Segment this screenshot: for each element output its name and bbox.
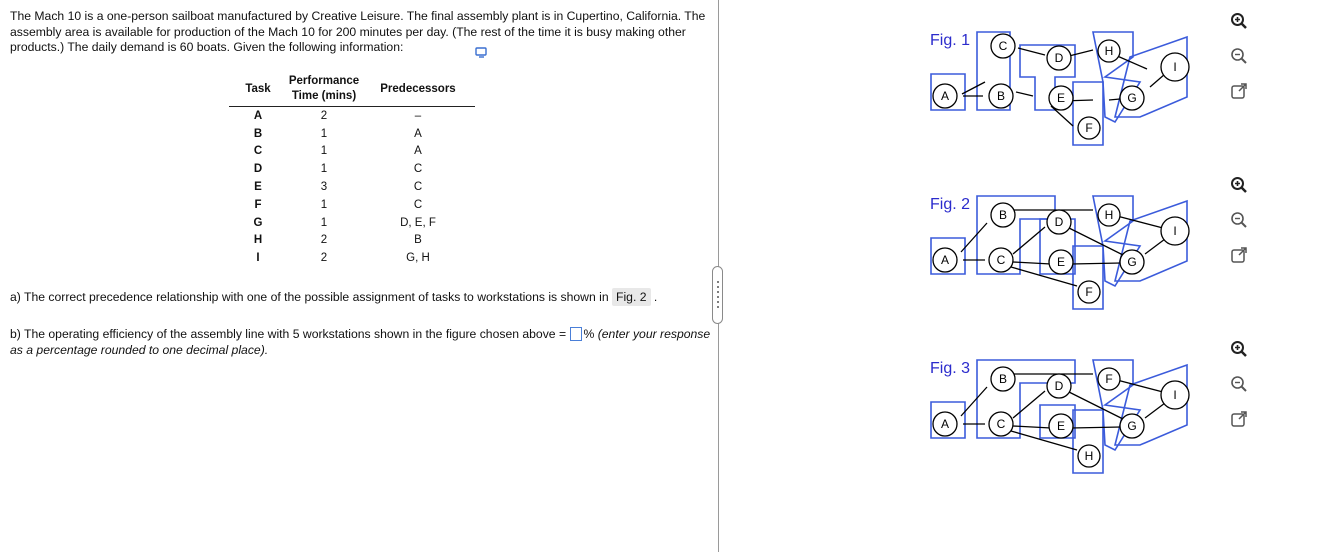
pred-cell: C xyxy=(413,163,423,176)
node-E: E xyxy=(1056,91,1066,105)
node-C: C xyxy=(996,253,1006,267)
zoom-in-icon[interactable] xyxy=(1230,176,1248,194)
zoom-in-icon[interactable] xyxy=(1230,340,1248,358)
node-G: G xyxy=(1127,255,1137,269)
task-cell: G xyxy=(253,216,263,229)
pred-cell: D, E, F xyxy=(400,216,436,229)
question-a-text: a) The correct precedence relationship with one of the possible assignment of tasks to workstations is shown in xyxy=(10,290,609,304)
figure-3-diagram xyxy=(925,355,1195,480)
problem-statement: The Mach 10 is a one-person sailboat manufactured by Creative Leisure. The final assembly plant is in Cupertino, California. The assembly area is available for production of the Mach 10 for 200 minutes per day. (The rest of the time it is busy making other products.) The daily demand is 60 boats. Given the following information: xyxy=(10,9,706,54)
question-b-text: b) The operating efficiency of the assembly line with 5 workstations shown in the figure chosen above = xyxy=(10,327,567,341)
table-row xyxy=(229,125,475,143)
node-C: C xyxy=(996,417,1006,431)
time-cell: 1 xyxy=(320,216,328,229)
time-cell: 1 xyxy=(320,163,328,176)
task-table xyxy=(229,72,475,267)
time-cell: 2 xyxy=(320,252,328,265)
node-I: I xyxy=(1173,60,1177,74)
task-cell: B xyxy=(253,127,263,140)
node-F: F xyxy=(1085,285,1093,299)
zoom-out-icon[interactable] xyxy=(1230,47,1248,65)
figure-3-label: Fig. 3 xyxy=(930,360,971,377)
pred-cell: B xyxy=(414,234,422,247)
node-D: D xyxy=(1054,215,1064,229)
node-E: E xyxy=(1056,255,1066,269)
node-A: A xyxy=(940,253,950,267)
node-G: G xyxy=(1127,91,1137,105)
table-row xyxy=(229,196,475,214)
node-B: B xyxy=(998,372,1008,386)
node-H: H xyxy=(1084,449,1094,463)
node-I: I xyxy=(1173,388,1177,402)
pred-cell: – xyxy=(414,109,422,122)
pred-cell: A xyxy=(414,127,422,140)
time-cell: 1 xyxy=(320,145,328,158)
node-B: B xyxy=(998,208,1008,222)
task-cell: F xyxy=(254,198,262,211)
task-cell: E xyxy=(254,181,262,194)
col-task: Task xyxy=(229,72,287,107)
table-row xyxy=(229,249,475,267)
node-D: D xyxy=(1054,51,1064,65)
figure-2-label: Fig. 2 xyxy=(930,196,971,213)
node-H: H xyxy=(1104,208,1114,222)
task-cell: H xyxy=(253,234,263,247)
table-row xyxy=(229,232,475,250)
col-predecessors: Predecessors xyxy=(361,72,475,107)
pred-cell: C xyxy=(413,181,423,194)
efficiency-answer-input[interactable] xyxy=(570,327,582,341)
figure-1-label: Fig. 1 xyxy=(930,32,971,49)
table-row xyxy=(229,143,475,161)
node-C: C xyxy=(998,39,1008,53)
figure-select[interactable]: Fig. 2 xyxy=(612,288,650,306)
node-I: I xyxy=(1173,224,1177,238)
node-G: G xyxy=(1127,419,1137,433)
open-new-window-icon[interactable] xyxy=(1230,246,1248,264)
pred-cell: A xyxy=(414,145,422,158)
pred-cell: C xyxy=(413,198,423,211)
col-time xyxy=(287,72,361,107)
node-F: F xyxy=(1105,372,1113,386)
zoom-in-icon[interactable] xyxy=(1230,12,1248,30)
answer-instruction: (enter your response as a percentage rounded to one decimal place). xyxy=(10,327,711,357)
node-D: D xyxy=(1054,379,1064,393)
col-time-line2: Time (mins) xyxy=(291,90,357,102)
question-b xyxy=(10,327,715,358)
open-new-window-icon[interactable] xyxy=(1230,82,1248,100)
copy-icon[interactable] xyxy=(475,47,487,59)
figure-2-diagram xyxy=(925,191,1195,316)
node-A: A xyxy=(940,89,950,103)
zoom-out-icon[interactable] xyxy=(1230,375,1248,393)
table-row xyxy=(229,178,475,196)
task-cell: A xyxy=(253,109,263,122)
node-H: H xyxy=(1104,44,1114,58)
percent-unit: % xyxy=(583,327,595,341)
figure-1-diagram xyxy=(925,27,1195,152)
open-new-window-icon[interactable] xyxy=(1230,410,1248,428)
time-cell: 1 xyxy=(320,127,328,140)
time-cell: 2 xyxy=(320,109,328,122)
zoom-out-icon[interactable] xyxy=(1230,211,1248,229)
node-F: F xyxy=(1085,121,1093,135)
task-cell: C xyxy=(253,145,263,158)
time-cell: 1 xyxy=(320,198,328,211)
resize-handle[interactable] xyxy=(712,266,723,324)
question-a-end: . xyxy=(653,290,658,304)
table-row xyxy=(229,107,475,125)
task-cell: D xyxy=(253,163,263,176)
node-E: E xyxy=(1056,419,1066,433)
node-A: A xyxy=(940,417,950,431)
node-B: B xyxy=(996,89,1006,103)
question-panel xyxy=(10,9,710,56)
table-row xyxy=(229,214,475,232)
task-cell: I xyxy=(256,252,260,265)
time-cell: 3 xyxy=(320,181,328,194)
pred-cell: G, H xyxy=(406,252,430,265)
col-time-line1: Performance xyxy=(288,75,360,87)
question-a xyxy=(10,290,657,304)
table-row xyxy=(229,160,475,178)
time-cell: 2 xyxy=(320,234,328,247)
